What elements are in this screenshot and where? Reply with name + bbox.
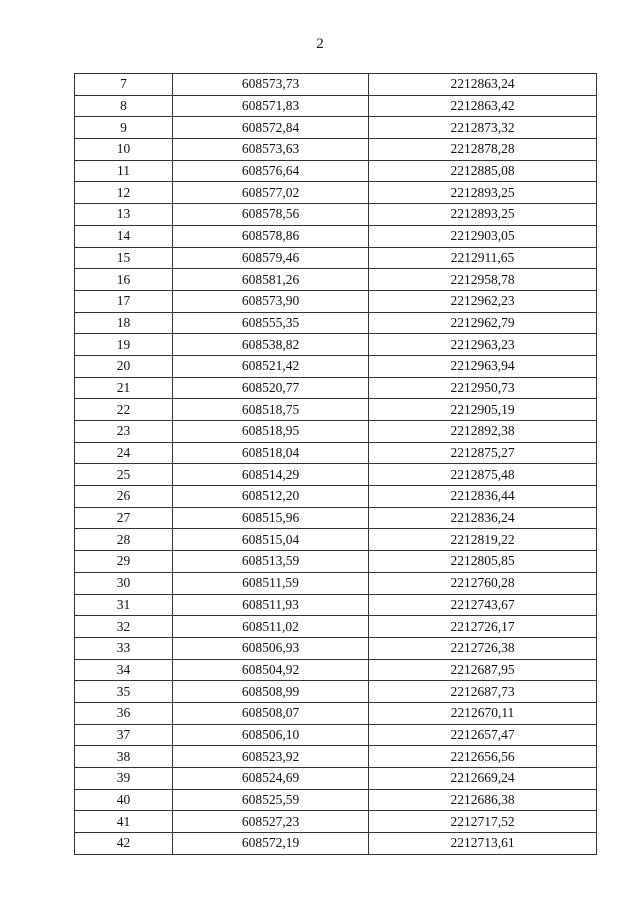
x-coordinate-cell: 608524,69 — [173, 768, 369, 790]
y-coordinate-cell: 2212863,24 — [369, 74, 597, 96]
x-coordinate-cell: 608514,29 — [173, 464, 369, 486]
x-coordinate-cell: 608573,90 — [173, 290, 369, 312]
table-row — [75, 182, 597, 204]
x-coordinate-cell: 608518,95 — [173, 421, 369, 443]
point-number-cell: 36 — [75, 702, 173, 724]
table-row — [75, 594, 597, 616]
y-coordinate-cell: 2212819,22 — [369, 529, 597, 551]
x-coordinate-cell: 608572,84 — [173, 117, 369, 139]
y-coordinate-cell: 2212836,24 — [369, 507, 597, 529]
point-number-cell: 25 — [75, 464, 173, 486]
y-coordinate-cell: 2212875,27 — [369, 442, 597, 464]
table-row — [75, 377, 597, 399]
table-row — [75, 746, 597, 768]
table-row — [75, 529, 597, 551]
point-number-cell: 20 — [75, 355, 173, 377]
point-number-cell: 29 — [75, 551, 173, 573]
y-coordinate-cell: 2212760,28 — [369, 572, 597, 594]
point-number-cell: 8 — [75, 95, 173, 117]
x-coordinate-cell: 608572,19 — [173, 833, 369, 855]
x-coordinate-cell: 608513,59 — [173, 551, 369, 573]
table-row — [75, 355, 597, 377]
y-coordinate-cell: 2212878,28 — [369, 139, 597, 161]
point-number-cell: 7 — [75, 74, 173, 96]
y-coordinate-cell: 2212950,73 — [369, 377, 597, 399]
point-number-cell: 24 — [75, 442, 173, 464]
x-coordinate-cell: 608515,04 — [173, 529, 369, 551]
point-number-cell: 35 — [75, 681, 173, 703]
x-coordinate-cell: 608573,73 — [173, 74, 369, 96]
y-coordinate-cell: 2212713,61 — [369, 833, 597, 855]
table-row — [75, 551, 597, 573]
point-number-cell: 39 — [75, 768, 173, 790]
table-row — [75, 160, 597, 182]
point-number-cell: 31 — [75, 594, 173, 616]
point-number-cell: 30 — [75, 572, 173, 594]
x-coordinate-cell: 608515,96 — [173, 507, 369, 529]
y-coordinate-cell: 2212686,38 — [369, 789, 597, 811]
y-coordinate-cell: 2212962,79 — [369, 312, 597, 334]
x-coordinate-cell: 608571,83 — [173, 95, 369, 117]
y-coordinate-cell: 2212687,73 — [369, 681, 597, 703]
point-number-cell: 23 — [75, 421, 173, 443]
y-coordinate-cell: 2212963,23 — [369, 334, 597, 356]
point-number-cell: 14 — [75, 225, 173, 247]
point-number-cell: 38 — [75, 746, 173, 768]
table-row — [75, 269, 597, 291]
x-coordinate-cell: 608518,75 — [173, 399, 369, 421]
point-number-cell: 32 — [75, 616, 173, 638]
y-coordinate-cell: 2212893,25 — [369, 204, 597, 226]
x-coordinate-cell: 608555,35 — [173, 312, 369, 334]
point-number-cell: 26 — [75, 486, 173, 508]
x-coordinate-cell: 608581,26 — [173, 269, 369, 291]
x-coordinate-cell: 608506,93 — [173, 637, 369, 659]
table-row — [75, 139, 597, 161]
point-number-cell: 11 — [75, 160, 173, 182]
y-coordinate-cell: 2212873,32 — [369, 117, 597, 139]
point-number-cell: 15 — [75, 247, 173, 269]
table-row — [75, 681, 597, 703]
x-coordinate-cell: 608579,46 — [173, 247, 369, 269]
table-row — [75, 789, 597, 811]
y-coordinate-cell: 2212893,25 — [369, 182, 597, 204]
point-number-cell: 10 — [75, 139, 173, 161]
point-number-cell: 9 — [75, 117, 173, 139]
table-row — [75, 768, 597, 790]
point-number-cell: 18 — [75, 312, 173, 334]
y-coordinate-cell: 2212717,52 — [369, 811, 597, 833]
x-coordinate-cell: 608525,59 — [173, 789, 369, 811]
point-number-cell: 16 — [75, 269, 173, 291]
table-row — [75, 312, 597, 334]
x-coordinate-cell: 608527,23 — [173, 811, 369, 833]
table-row — [75, 225, 597, 247]
table-row — [75, 247, 597, 269]
table-row — [75, 486, 597, 508]
x-coordinate-cell: 608511,59 — [173, 572, 369, 594]
point-number-cell: 22 — [75, 399, 173, 421]
table-row — [75, 117, 597, 139]
table-row — [75, 442, 597, 464]
x-coordinate-cell: 608518,04 — [173, 442, 369, 464]
table-row — [75, 74, 597, 96]
x-coordinate-cell: 608577,02 — [173, 182, 369, 204]
table-row — [75, 702, 597, 724]
y-coordinate-cell: 2212657,47 — [369, 724, 597, 746]
table-row — [75, 659, 597, 681]
table-row — [75, 833, 597, 855]
y-coordinate-cell: 2212905,19 — [369, 399, 597, 421]
y-coordinate-cell: 2212670,11 — [369, 702, 597, 724]
x-coordinate-cell: 608520,77 — [173, 377, 369, 399]
point-number-cell: 13 — [75, 204, 173, 226]
y-coordinate-cell: 2212726,17 — [369, 616, 597, 638]
x-coordinate-cell: 608578,86 — [173, 225, 369, 247]
x-coordinate-cell: 608504,92 — [173, 659, 369, 681]
y-coordinate-cell: 2212963,94 — [369, 355, 597, 377]
x-coordinate-cell: 608538,82 — [173, 334, 369, 356]
x-coordinate-cell: 608511,93 — [173, 594, 369, 616]
table-row — [75, 811, 597, 833]
table-row — [75, 204, 597, 226]
table-row — [75, 464, 597, 486]
x-coordinate-cell: 608511,02 — [173, 616, 369, 638]
x-coordinate-cell: 608573,63 — [173, 139, 369, 161]
point-number-cell: 41 — [75, 811, 173, 833]
table-row — [75, 334, 597, 356]
coordinates-table — [74, 73, 597, 855]
x-coordinate-cell: 608508,99 — [173, 681, 369, 703]
y-coordinate-cell: 2212805,85 — [369, 551, 597, 573]
y-coordinate-cell: 2212726,38 — [369, 637, 597, 659]
y-coordinate-cell: 2212656,56 — [369, 746, 597, 768]
y-coordinate-cell: 2212885,08 — [369, 160, 597, 182]
x-coordinate-cell: 608508,07 — [173, 702, 369, 724]
table-row — [75, 95, 597, 117]
y-coordinate-cell: 2212962,23 — [369, 290, 597, 312]
y-coordinate-cell: 2212836,44 — [369, 486, 597, 508]
x-coordinate-cell: 608521,42 — [173, 355, 369, 377]
table-row — [75, 616, 597, 638]
point-number-cell: 21 — [75, 377, 173, 399]
y-coordinate-cell: 2212669,24 — [369, 768, 597, 790]
table-row — [75, 572, 597, 594]
x-coordinate-cell: 608506,10 — [173, 724, 369, 746]
point-number-cell: 34 — [75, 659, 173, 681]
y-coordinate-cell: 2212911,65 — [369, 247, 597, 269]
point-number-cell: 28 — [75, 529, 173, 551]
x-coordinate-cell: 608578,56 — [173, 204, 369, 226]
x-coordinate-cell: 608512,20 — [173, 486, 369, 508]
y-coordinate-cell: 2212892,38 — [369, 421, 597, 443]
table-row — [75, 637, 597, 659]
page-number: 2 — [316, 36, 324, 52]
y-coordinate-cell: 2212863,42 — [369, 95, 597, 117]
table-row — [75, 421, 597, 443]
point-number-cell: 27 — [75, 507, 173, 529]
table-row — [75, 399, 597, 421]
table-row — [75, 724, 597, 746]
coordinates-table-body — [75, 74, 597, 855]
y-coordinate-cell: 2212958,78 — [369, 269, 597, 291]
point-number-cell: 17 — [75, 290, 173, 312]
y-coordinate-cell: 2212875,48 — [369, 464, 597, 486]
point-number-cell: 12 — [75, 182, 173, 204]
x-coordinate-cell: 608576,64 — [173, 160, 369, 182]
table-row — [75, 507, 597, 529]
point-number-cell: 40 — [75, 789, 173, 811]
point-number-cell: 19 — [75, 334, 173, 356]
y-coordinate-cell: 2212743,67 — [369, 594, 597, 616]
y-coordinate-cell: 2212903,05 — [369, 225, 597, 247]
x-coordinate-cell: 608523,92 — [173, 746, 369, 768]
point-number-cell: 37 — [75, 724, 173, 746]
table-row — [75, 290, 597, 312]
point-number-cell: 42 — [75, 833, 173, 855]
y-coordinate-cell: 2212687,95 — [369, 659, 597, 681]
point-number-cell: 33 — [75, 637, 173, 659]
